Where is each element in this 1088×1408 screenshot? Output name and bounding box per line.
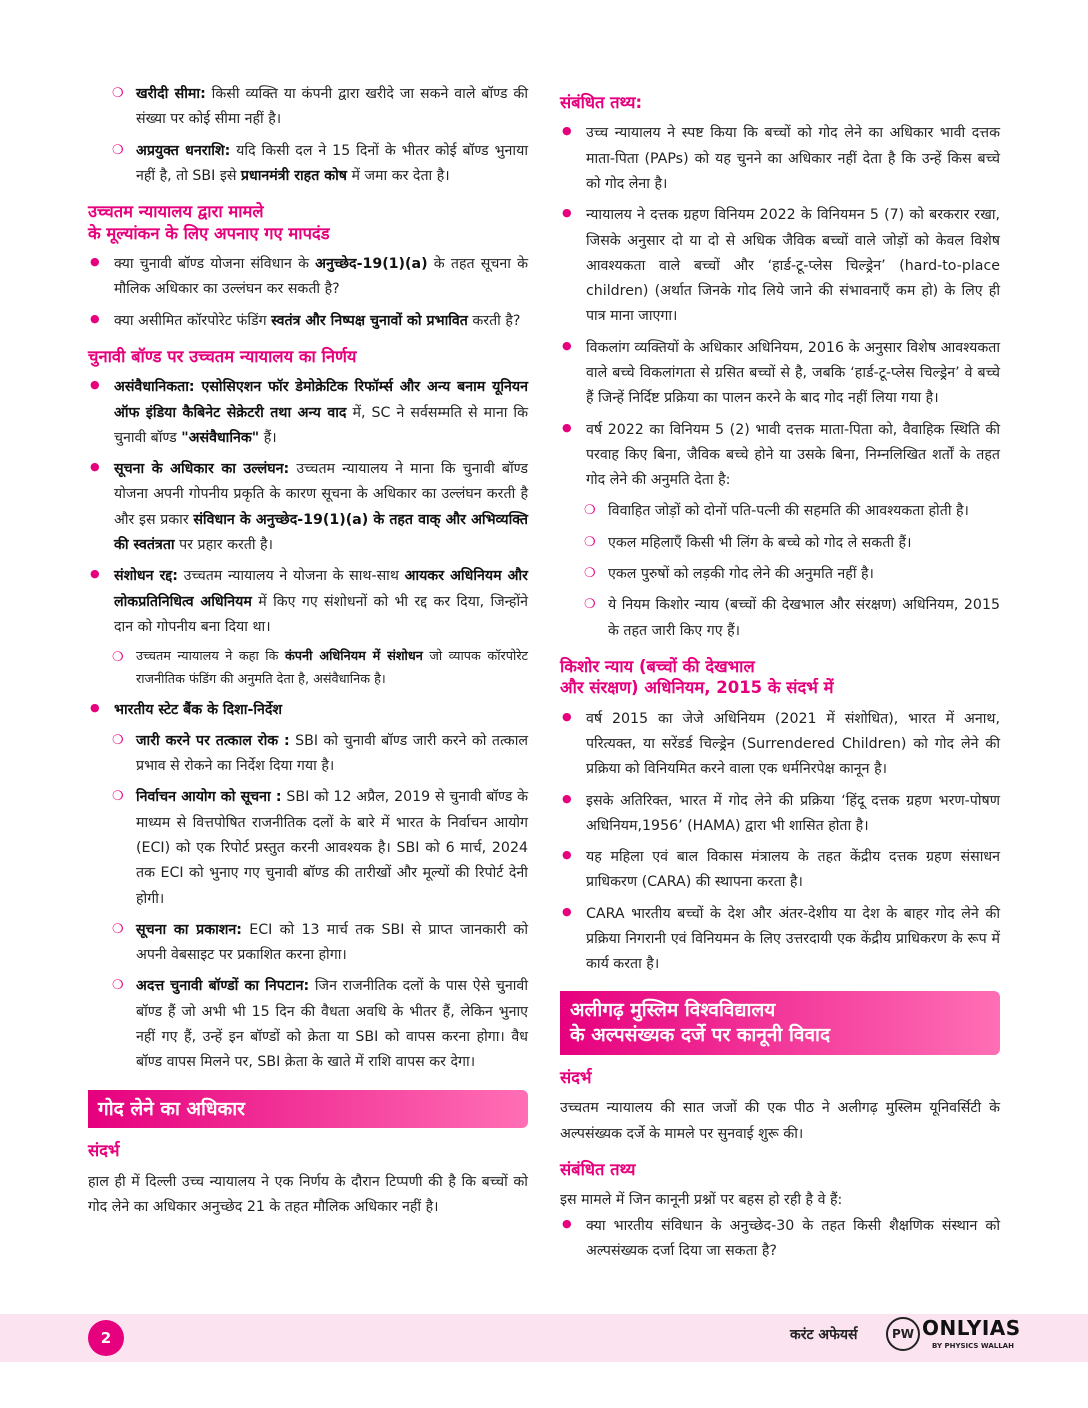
list-item: ❍ अप्रयुक्त धनराशि: यदि किसी दल ने 15 दिनों के भीतर कोई बॉण्ड भुनाया नहीं है, तो SBI इसे प्रधानमंत्री राहत कोष में जमा कर देता है। <box>110 139 528 190</box>
list-item: ❍ अदत्त चुनावी बॉण्डों का निपटान: जिन राजनीतिक दलों के पास ऐसे चुनावी बॉण्ड हैं जो अभी भी 15 दिन की वैधता अवधि के भीतर हैं, लेकिन भुनाए नहीं गए हैं, उन्हें इन बॉण्डों को क्रेता या SBI को वापस करना होगा। वैध बॉण्ड वापस मिलने पर, SBI क्रेता के खाते में राशि वापस कर देगा। <box>110 974 528 1075</box>
section-heading-related: संबंधित तथ्य <box>560 1159 636 1179</box>
left-column <box>88 82 528 1220</box>
list-item: ❍ जारी करने पर तत्काल रोक : SBI को चुनावी बॉण्ड जारी करने को तत्काल प्रभाव से रोकने का निर्देश दिया गया है। <box>110 729 528 780</box>
list-item: ● क्या भारतीय संविधान के अनुच्छेद-30 के तहत किसी शैक्षणिक संस्थान को अल्पसंख्यक दर्जा दिया जा सकता है? <box>560 1214 1000 1265</box>
list-item: ● न्यायालय ने दत्तक ग्रहण विनियम 2022 के विनियमन 5 (7) को बरकरार रखा, जिसके अनुसार दो या दो से अधिक जैविक बच्चों वाले जोड़ों को केवल विशेष आवश्यकता वाले बच्चों और ‘हार्ड-टू-प्लेस चिल्ड्रेन’ (hard-to-place children) (अर्थात जिनके गोद लिये जाने की संभावनाएँ कम हो) के लिए ही पात्र माना जाएगा। <box>560 203 1000 329</box>
list-item: ❍ एकल पुरुषों को लड़की गोद लेने की अनुमति नहीं है। <box>582 562 1000 587</box>
section-heading-related: संबंधित तथ्य: <box>560 93 643 112</box>
section-banner-amu: अलीगढ़ मुस्लिम विश्वविद्यालय के अल्पसंख्यक दर्जे पर कानूनी विवाद <box>560 991 1000 1054</box>
page-number: 2 <box>88 1320 124 1356</box>
list-item: ● असंवैधानिकता: एसोसिएशन फॉर डेमोक्रेटिक रिफॉर्म्स और अन्य बनाम यूनियन ऑफ इंडिया कैबिनेट सेक्रेटरी तथा अन्य वाद में, SC ने सर्वसम्मति से माना कि चुनावी बॉण्ड "असंवैधानिक" हैं। <box>88 375 528 451</box>
list-item: ● CARA भारतीय बच्चों के देश और अंतर-देशीय या देश के बाहर गोद लेने की प्रक्रिया निगरानी एवं विनियमन के लिए उत्तरदायी एक केंद्रीय प्राधिकरण के रूप में कार्य करता है। <box>560 902 1000 978</box>
section-heading-context: संदर्भ <box>88 1141 120 1161</box>
list-item: ● वर्ष 2022 का विनियम 5 (2) भावी दत्तक माता-पिता को, वैवाहिक स्थिति की परवाह किए बिना, जैविक बच्चे होने या उसके बिना, निम्नलिखित शर्तों के तहत गोद लेने की अनुमति देता है: <box>560 418 1000 494</box>
list-item: ❍ उच्चतम न्यायालय ने कहा कि कंपनी अधिनियम में संशोधन जो व्यापक कॉरपोरेट राजनीतिक फंडिंग की अनुमति देता है, असंवैधानिक है। <box>110 646 528 692</box>
section-banner-adoption: गोद लेने का अधिकार <box>88 1090 528 1129</box>
list-item: ● इसके अतिरिक्त, भारत में गोद लेने की प्रक्रिया ‘हिंदू दत्तक ग्रहण भरण-पोषण अधिनियम,1956’ (HAMA) द्वारा भी शासित होता है। <box>560 789 1000 840</box>
context-paragraph: उच्चतम न्यायालय की सात जजों की एक पीठ ने अलीगढ़ मुस्लिम यूनिवर्सिटी के अल्पसंख्यक दर्जे के मामले पर सुनवाई शुरू की। <box>560 1100 1000 1142</box>
list-item: ❍ निर्वाचन आयोग को सूचना : SBI को 12 अप्रैल, 2019 से चुनावी बॉण्ड के माध्यम से वित्तपोषित राजनीतिक दलों के बारे में भारत के निर्वाचन आयोग (ECI) को एक रिपोर्ट प्रस्तुत करनी आवश्यक है। SBI को 6 मार्च, 2024 तक ECI को भुनाए गए चुनावी बॉण्ड की तारीखों और मूल्यों की रिपोर्ट देनी होगी। <box>110 785 528 911</box>
list-item: ❍ ये नियम किशोर न्याय (बच्चों की देखभाल और संरक्षण) अधिनियम, 2015 के तहत जारी किए गए हैं। <box>582 593 1000 644</box>
list-item: ● क्या चुनावी बॉण्ड योजना संविधान के अनुच्छेद-19(1)(a) के तहत सूचना के मौलिक अधिकार का उल्लंघन कर सकती है? <box>88 252 528 303</box>
context-paragraph: हाल ही में दिल्ली उच्च न्यायालय ने एक निर्णय के दौरान टिप्पणी की है कि बच्चों को गोद लेने का अधिकार अनुच्छेद 21 के तहत मौलिक अधिकार नहीं है। <box>88 1173 528 1215</box>
brand-tagline: BY PHYSICS WALLAH <box>932 1342 1014 1350</box>
section-heading-context: संदर्भ <box>560 1067 592 1087</box>
list-item: ● उच्च न्यायालय ने स्पष्ट किया कि बच्चों को गोद लेने का अधिकार भावी दत्तक माता-पिता (PAPs) को यह चुनने का अधिकार नहीं देता है कि उन्हें किस बच्चे को गोद लेना है। <box>560 121 1000 197</box>
section-heading-verdict: चुनावी बॉण्ड पर उच्चतम न्यायालय का निर्णय <box>88 346 357 366</box>
list-item: ● यह महिला एवं बाल विकास मंत्रालय के तहत केंद्रीय दत्तक ग्रहण संसाधन प्राधिकरण (CARA) की स्थापना करता है। <box>560 845 1000 896</box>
list-item: ❍ सूचना का प्रकाशन: ECI को 13 मार्च तक SBI से प्राप्त जानकारी को अपनी वेबसाइट पर प्रकाशित करना होगा। <box>110 918 528 969</box>
list-item: ● भारतीय स्टेट बैंक के दिशा-निर्देश <box>88 698 528 723</box>
brand-logo: ONLYIAS <box>922 1316 1021 1340</box>
intro-paragraph: इस मामले में जिन कानूनी प्रश्नों पर बहस हो रही है वे हैं: <box>560 1192 843 1209</box>
list-item: ● वर्ष 2015 का जेजे अधिनियम (2021 में संशोधित), भारत में अनाथ, परित्यक्त, या सरेंडर्ड चिल्ड्रेन (Surrendered Children) को गोद लेने की प्रक्रिया को विनियमित करने वाला एक धर्मनिरपेक्ष कानून है। <box>560 707 1000 783</box>
list-item: ● सूचना के अधिकार का उल्लंघन: उच्चतम न्यायालय ने माना कि चुनावी बॉण्ड योजना अपनी गोपनीय प्रकृति के कारण सूचना के अधिकार का उल्लंघन करती है और इस प्रकार संविधान के अनुच्छेद-19(1)(a) के तहत वाक् और अभिव्यक्ति की स्वतंत्रता पर प्रहार करती है। <box>88 457 528 558</box>
section-heading-criteria: उच्चतम न्यायालय द्वारा मामले के मूल्यांकन के लिए अपनाए गए मापदंड <box>88 202 330 243</box>
list-item: ● क्या असीमित कॉरपोरेट फंडिंग स्वतंत्र और निष्पक्ष चुनावों को प्रभावित करती है? <box>88 309 528 334</box>
right-column <box>560 92 1000 1270</box>
list-item: ● संशोधन रद्द: उच्चतम न्यायालय ने योजना के साथ-साथ आयकर अधिनियम और लोकप्रतिनिधित्व अधिनियम में किए गए संशोधनों को भी रद्द कर दिया, जिन्होंने दान को गोपनीय बना दिया था। <box>88 564 528 640</box>
footer-section-label: करंट अफेयर्स <box>790 1327 858 1343</box>
list-item: ● विकलांग व्यक्तियों के अधिकार अधिनियम, 2016 के अनुसार विशेष आवश्यकता वाले बच्चे विकलांगता से ग्रसित बच्चों से है, जबकि ‘हार्ड-टू-प्लेस चिल्ड्रेन’ वे बच्चे हैं जिन्हें निर्दिष्ट प्रक्रिया का पालन करने के बाद गोद नहीं लिया गया है। <box>560 336 1000 412</box>
section-heading-jj-act: किशोर न्याय (बच्चों की देखभाल और संरक्षण) अधिनियम, 2015 के संदर्भ में <box>560 656 834 698</box>
list-item: ❍ विवाहित जोड़ों को दोनों पति-पत्नी की सहमति की आवश्यकता होती है। <box>582 499 1000 524</box>
pw-logo-icon: PW <box>886 1317 920 1351</box>
list-item: ❍ खरीदी सीमा: किसी व्यक्ति या कंपनी द्वारा खरीदे जा सकने वाले बॉण्ड की संख्या पर कोई सीमा नहीं है। <box>110 82 528 133</box>
list-item: ❍ एकल महिलाएँ किसी भी लिंग के बच्चे को गोद ले सकती हैं। <box>582 531 1000 556</box>
